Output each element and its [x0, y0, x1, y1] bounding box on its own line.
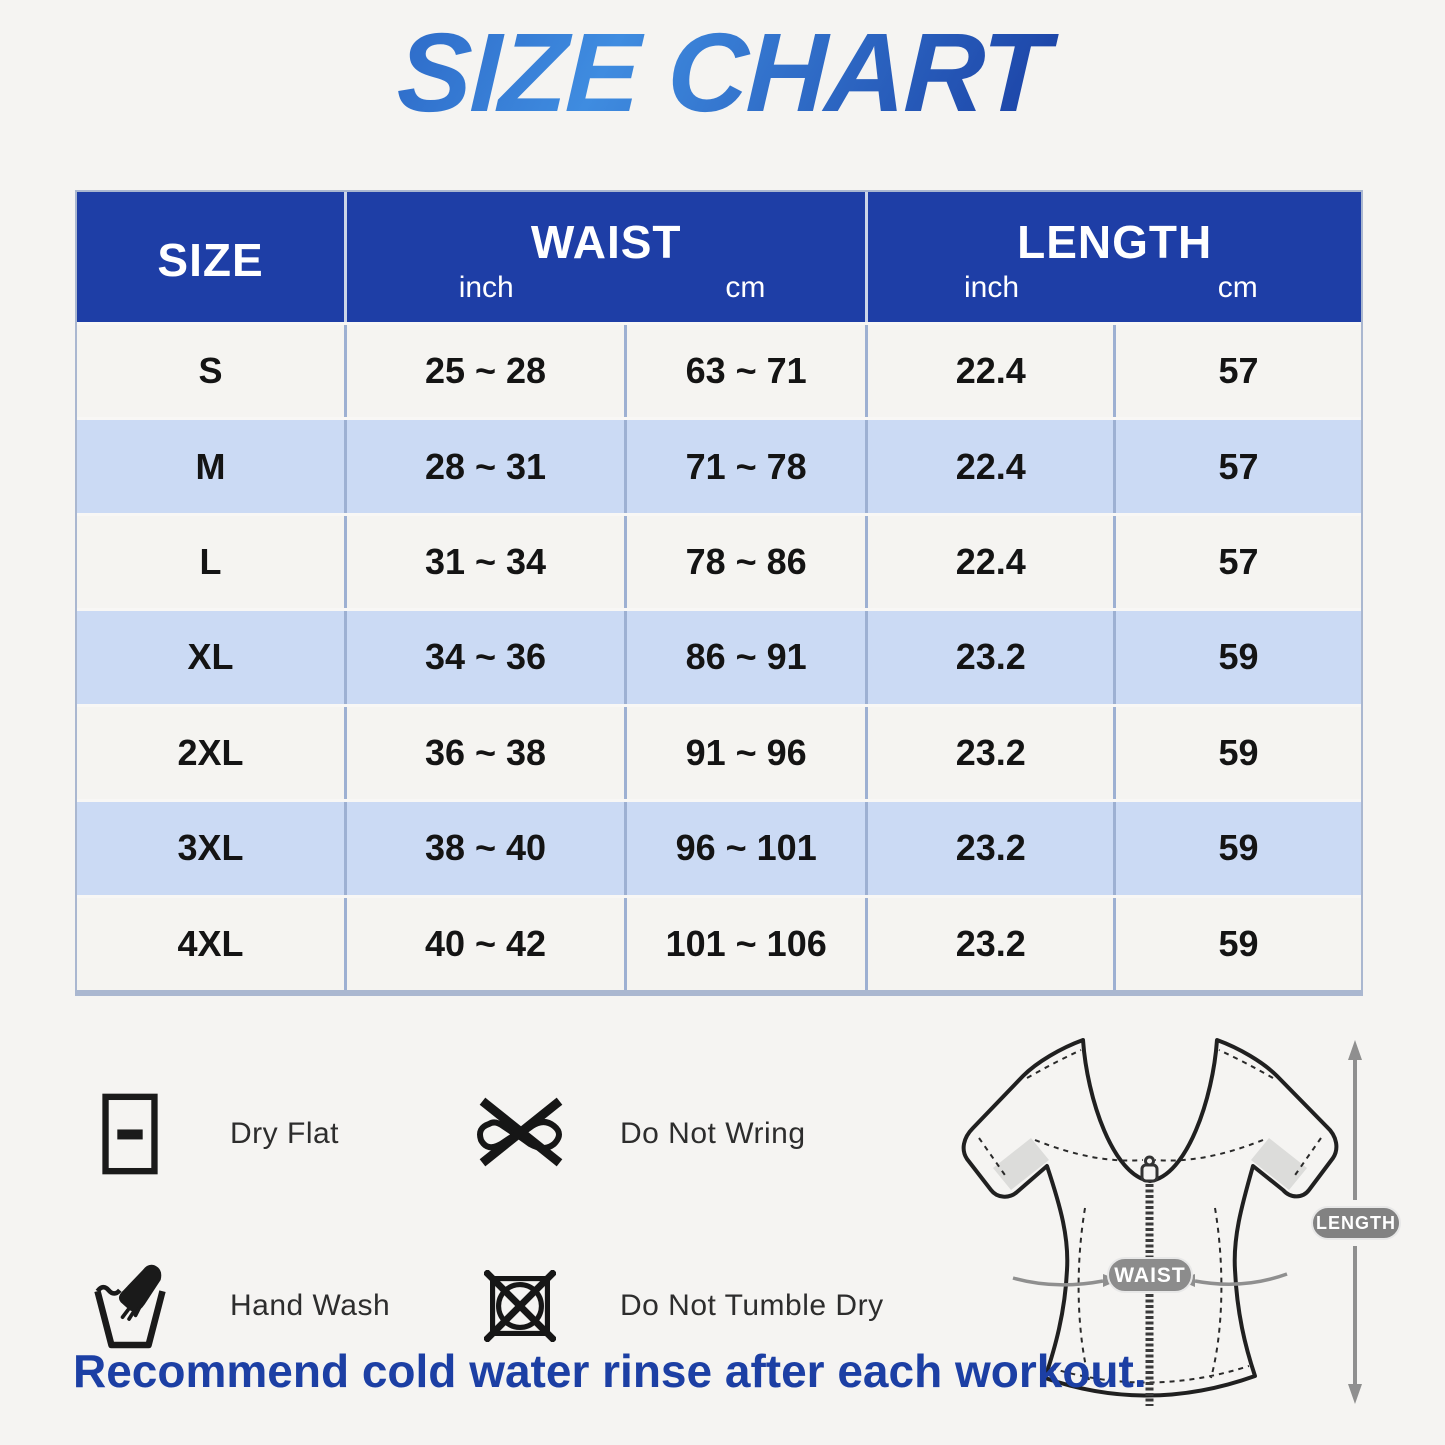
care-item-do-not-wring — [460, 1048, 950, 1220]
length-inch-cell: 23.2 — [865, 802, 1113, 894]
waist-inch-cell: 36 ~ 38 — [344, 707, 624, 799]
waist-inch-cell: 34 ~ 36 — [344, 611, 624, 703]
waist-cm-unit: cm — [725, 271, 766, 304]
length-inch-cell: 22.4 — [865, 420, 1113, 512]
waist-cm-cell: 78 ~ 86 — [624, 516, 865, 608]
header-size-label: SIZE — [157, 234, 264, 286]
header-waist-label: WAIST — [530, 216, 682, 268]
length-inch-cell: 22.4 — [865, 516, 1113, 608]
table-row — [77, 799, 1361, 894]
care-label: Do Not Tumble Dry — [620, 1289, 884, 1322]
table-row — [77, 322, 1361, 417]
waist-inch-cell: 25 ~ 28 — [344, 325, 624, 417]
waist-cm-cell: 63 ~ 71 — [624, 325, 865, 417]
hand-wash-icon — [70, 1261, 190, 1351]
size-cell: L — [199, 541, 222, 583]
waist-inch-cell: 38 ~ 40 — [344, 802, 624, 894]
header-length — [865, 192, 1361, 322]
table-row — [77, 895, 1361, 990]
svg-text:WAIST: WAIST — [1114, 1264, 1186, 1287]
length-cm-cell: 57 — [1113, 325, 1361, 417]
do-not-wring-icon — [460, 1096, 580, 1172]
waist-badge — [1108, 1258, 1192, 1292]
length-cm-cell: 59 — [1113, 802, 1361, 894]
length-cm-cell: 59 — [1113, 707, 1361, 799]
length-inch-cell: 23.2 — [865, 707, 1113, 799]
header-waist — [344, 192, 865, 322]
length-cm-cell: 59 — [1113, 898, 1361, 990]
size-cell: 2XL — [177, 731, 244, 773]
size-cell: M — [195, 445, 226, 487]
size-cell: 4XL — [177, 922, 244, 964]
waist-inch-cell: 40 ~ 42 — [344, 898, 624, 990]
length-cm-cell: 57 — [1113, 420, 1361, 512]
svg-text:LENGTH: LENGTH — [1316, 1213, 1396, 1233]
care-label: Hand Wash — [230, 1289, 391, 1322]
waist-cm-cell: 101 ~ 106 — [624, 898, 865, 990]
length-inch-cell: 22.4 — [865, 325, 1113, 417]
footer-note: Recommend cold water rinse after each workout. — [73, 1345, 1147, 1397]
care-instructions — [70, 1048, 950, 1392]
table-row — [77, 608, 1361, 703]
care-label: Do Not Wring — [620, 1117, 806, 1150]
size-cell: S — [198, 350, 223, 392]
waist-cm-cell: 71 ~ 78 — [624, 420, 865, 512]
table-header-row — [77, 192, 1361, 322]
care-label: Dry Flat — [230, 1117, 339, 1150]
header-length-label: LENGTH — [1017, 216, 1213, 268]
header-length-units — [868, 271, 1361, 305]
page-title: SIZE CHART — [0, 8, 1445, 137]
table-row — [77, 417, 1361, 512]
length-cm-cell: 59 — [1113, 611, 1361, 703]
dry-flat-icon — [70, 1092, 190, 1176]
length-inch-cell: 23.2 — [865, 898, 1113, 990]
length-cm-unit: cm — [1217, 271, 1258, 304]
table-body — [77, 322, 1361, 990]
care-item-dry-flat — [70, 1048, 460, 1220]
header-waist-units — [347, 271, 865, 305]
size-cell: 3XL — [177, 827, 244, 869]
length-badge — [1312, 1207, 1400, 1239]
table-row — [77, 704, 1361, 799]
waist-cm-cell: 86 ~ 91 — [624, 611, 865, 703]
size-table — [75, 190, 1363, 996]
length-inch-cell: 23.2 — [865, 611, 1113, 703]
length-inch-unit: inch — [963, 271, 1020, 304]
do-not-tumble-dry-icon — [460, 1270, 580, 1342]
waist-cm-cell: 96 ~ 101 — [624, 802, 865, 894]
waist-inch-cell: 28 ~ 31 — [344, 420, 624, 512]
waist-inch-unit: inch — [458, 271, 514, 304]
waist-inch-cell: 31 ~ 34 — [344, 516, 624, 608]
length-cm-cell: 57 — [1113, 516, 1361, 608]
size-cell: XL — [187, 636, 234, 678]
waist-cm-cell: 91 ~ 96 — [624, 707, 865, 799]
header-size — [77, 192, 344, 322]
table-row — [77, 513, 1361, 608]
